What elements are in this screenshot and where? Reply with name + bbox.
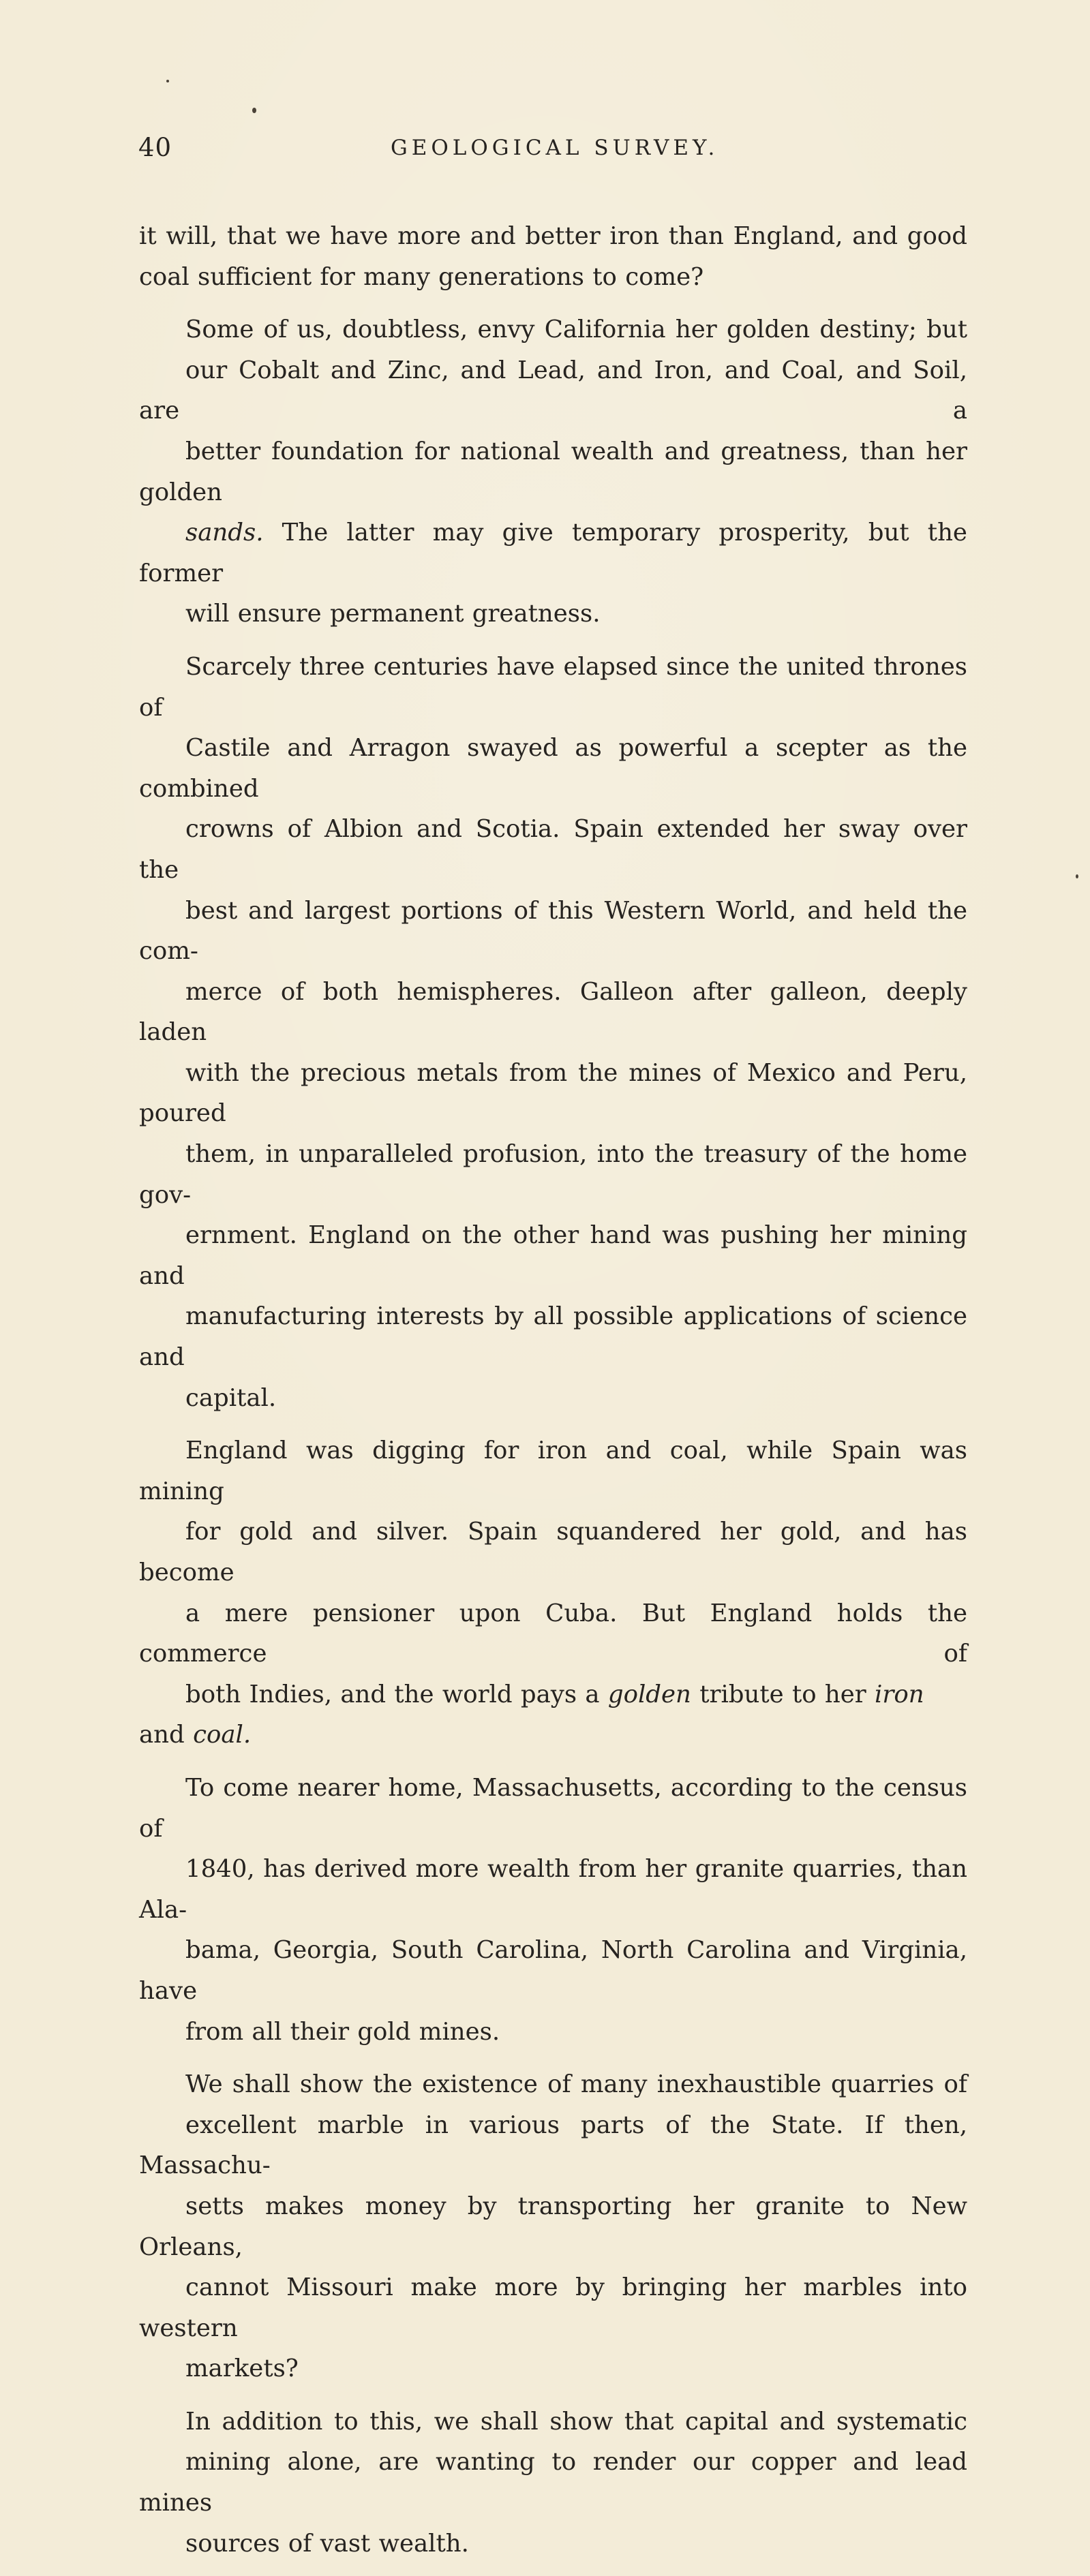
ink-speck [166, 80, 169, 82]
text-line: markets? [185, 2355, 299, 2383]
text-line: it will, that we have more and better iron than England, and good [139, 222, 967, 250]
page-header [138, 133, 970, 174]
text-line: both Indies, and the world pays a golden tribute to her iron and coal. [139, 1680, 924, 1749]
text-line: our Cobalt and Zinc, and Lead, and Iron, and Coal, and Soil, are a [139, 356, 967, 425]
text-line: with the precious metals from the mines of Mexico and Peru, poured [139, 1058, 967, 1128]
text-line: bama, Georgia, South Carolina, North Carolina and Virginia, have [139, 1936, 967, 2005]
text-line: mining alone, are wanting to render our copper and lead mines [139, 2448, 967, 2517]
text-line: Scarcely three centuries have elapsed since the united thrones of [139, 652, 967, 722]
ink-speck [1076, 874, 1078, 878]
text-line: will ensure permanent greatness. [185, 600, 601, 628]
paragraph [139, 309, 967, 634]
text-line: better foundation for national wealth and greatness, than her golden [139, 437, 967, 506]
text-line: best and largest portions of this Western World, and held the com- [139, 896, 967, 966]
paragraph [139, 647, 967, 1418]
paragraph [139, 216, 967, 297]
text-line: excellent marble in various parts of the State. If then, Massachu- [139, 2111, 967, 2180]
text-line: crowns of Albion and Scotia. Spain extended her sway over the [139, 815, 967, 884]
text-line: for gold and silver. Spain squandered her gold, and has become [139, 1518, 967, 1586]
paragraph [139, 2402, 967, 2564]
text-line: setts makes money by transporting her granite to New Orleans, [139, 2192, 967, 2261]
text-line: them, in unparalleled profusion, into the treasury of the home gov- [139, 1140, 967, 1209]
text-line: sands. The latter may give temporary prosperity, but the former [139, 519, 967, 587]
paragraph [139, 1768, 967, 2052]
text-line: from all their gold mines. [185, 2017, 500, 2046]
body-text [139, 216, 967, 2576]
text-line: In addition to this, we shall show that capital and systematic [185, 2407, 967, 2436]
text-line: cannot Missouri make more by bringing her marbles into western [139, 2273, 967, 2342]
paragraph [139, 2064, 967, 2389]
ink-speck [252, 108, 256, 113]
text-line: a mere pensioner upon Cuba. But England holds the commerce of [139, 1599, 967, 1668]
text-line: merce of both hemispheres. Galleon after galleon, deeply laden [139, 977, 967, 1047]
text-line: sources of vast wealth. [185, 2529, 469, 2558]
text-line: We shall show the existence of many inexhaustible quarries of [185, 2070, 967, 2099]
text-line: 1840, has derived more wealth from her granite quarries, than Ala- [139, 1855, 967, 1924]
text-line: Castile and Arragon swayed as powerful a scepter as the combined [139, 734, 967, 803]
text-line: coal sufficient for many generations to come? [139, 262, 704, 291]
running-head: GEOLOGICAL SURVEY. [391, 136, 719, 160]
paragraph [139, 1430, 967, 1755]
text-line: capital. [185, 1383, 277, 1412]
text-line: To come nearer home, Massachusetts, according to the census of [139, 1773, 967, 1843]
text-line: ernment. England on the other hand was pushing her mining and [139, 1221, 967, 1290]
text-line: Some of us, doubtless, envy California her golden destiny; but [185, 316, 967, 344]
page-number: 40 [138, 133, 172, 162]
text-line: England was digging for iron and coal, while Spain was mining [139, 1437, 967, 1505]
text-line: manufacturing interests by all possible applications of science and [139, 1302, 967, 1372]
